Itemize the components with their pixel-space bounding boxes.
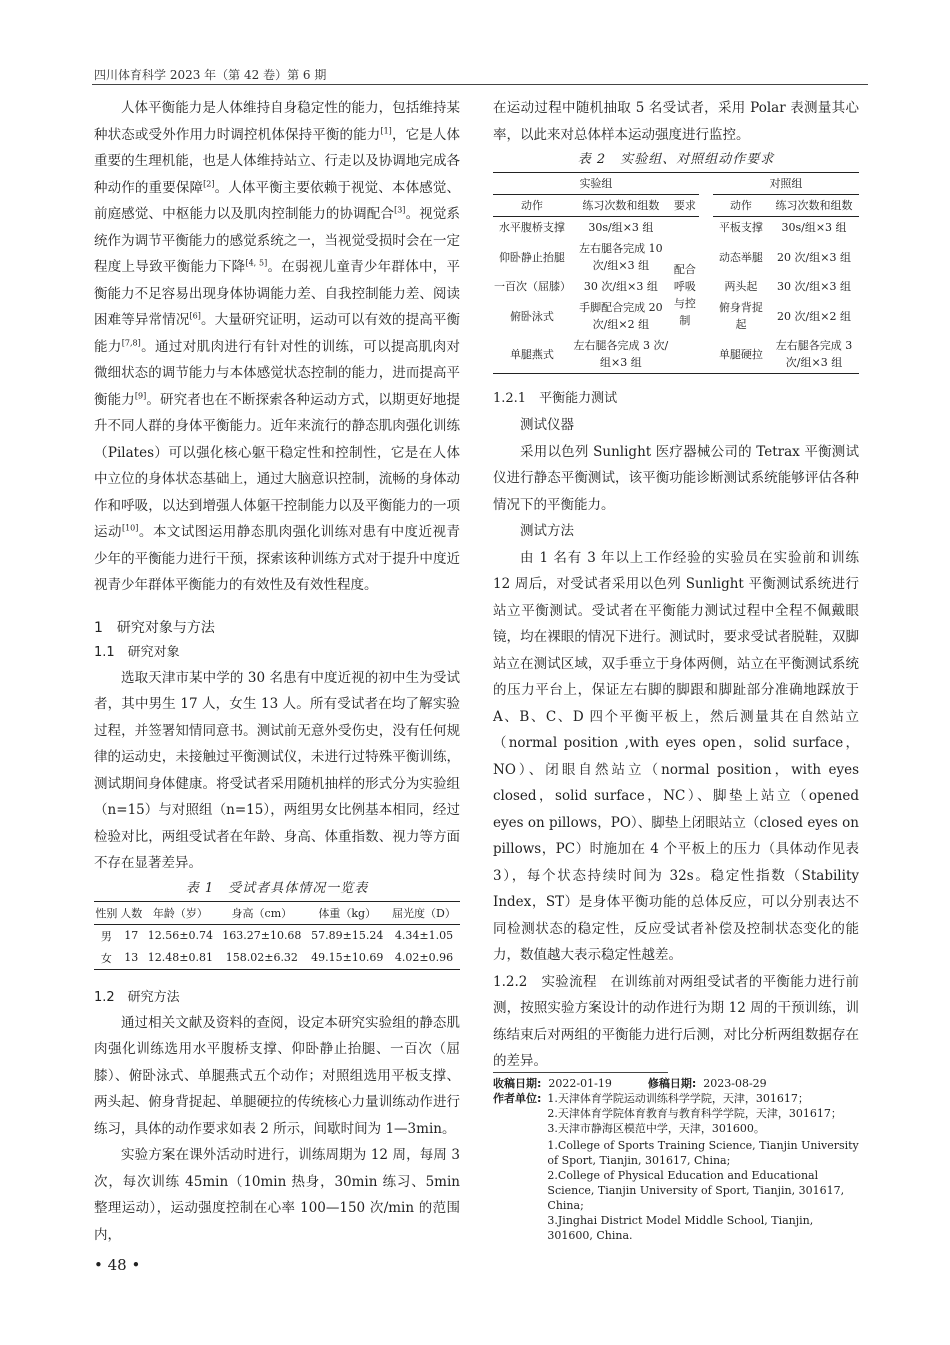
table2-cell: 30s/组×3 组 — [781, 221, 847, 234]
table1-cell: 17 — [124, 929, 139, 942]
table1-caption: 表 1 受试者具体情况一览表 — [185, 880, 369, 896]
table2-group-control: 对照组 — [713, 173, 859, 195]
affiliation-line: 1.天津体育学院运动训练科学学院，天津，301617； — [547, 1092, 809, 1105]
table2-row — [493, 217, 859, 239]
table1-cell: 男 — [100, 929, 112, 943]
subheading-instrument: 测试仪器 — [520, 417, 574, 433]
table2-cell: 单腿燕式 — [509, 347, 554, 361]
table2-cell: 20 次/组×3 组 — [777, 250, 851, 264]
table1-cell: 57.89±15.24 — [311, 929, 384, 942]
methods-paragraph: 通过相关文献及资料的查阅，设定本研究实验组的静态肌肉强化训练选用水平腹桥支撑、仰卧静止抬腿、一百次（屈膝）、俯卧泳式、单腿燕式五个动作；对照组选用平板支撑、两头起、俯身背捉起、单腿硬拉的传统核心力量训练动作进行练习，具体的动作要求如表 2 所示，间歇时间为 1—3min。 — [94, 1014, 460, 1137]
table1-header-cell: 人数 — [120, 906, 143, 920]
table2-cell: 30 次/组×3 组 — [777, 280, 851, 293]
section-heading-1-2-1: 1.2.1 平衡能力测试 — [493, 391, 618, 406]
table1-header-cell: 身高（cm） — [231, 906, 293, 920]
table1-cell: 12.56±0.74 — [147, 929, 213, 942]
table2-caption: 表 2 实验组、对照组动作要求 — [577, 152, 775, 167]
table2-cell: 俯身背捉起 — [718, 301, 763, 331]
section-heading-1-2-2: 1.2.2 实验流程 — [493, 973, 597, 990]
table2-cell: 左右腿各完成 3 次/组×3 组 — [573, 339, 669, 369]
right-column — [493, 95, 859, 1075]
table2-group-experimental: 实验组 — [493, 173, 699, 195]
intro-paragraph: 人体平衡能力是人体维持自身稳定性的能力，包括维持某种状态或受外作用力时调控机体保持平衡的能力[1]，它是人体重要的生理机能，也是人体维持站立、行走以及协调地完成各种动作的重要保障[2]。人体平衡主要依赖于视觉、本体感觉、前庭感觉、中枢能力以及肌肉控制能力的协调配合[3]。视觉系统作为调节平衡能力的感觉系统之一，当视觉受损时会在一定程度上导致平衡能力下降[4, 5]。在弱视儿童青少年群体中，平衡能力不足容易出现身体协调能力差、自我控制能力差、阅读困难等异常情况[6]。大量研究证明，运动可以有效的提高平衡能力[7,8]。通过对肌肉进行有针对性的训练，可以提高肌肉对微细状态的调节能力与本体感觉状态控制的能力，进而提高平衡能力[9]。研究者也在不断探索各种运动方式，以期更好地提升不同人群的身体平衡能力。近年来流行的静态肌肉强化训练（Pilates）可以强化核心躯干稳定性和控制性，它是在人体中立位的身体状态基础上，通过大脑意识控制，流畅的身体动作和呼吸，以达到增强人体躯干控制能力以及平衡能力的一项运动[10]。本文试图运用静态肌肉强化训练对患有中度近视青少年的平衡能力进行干预，探索该种训练方式对于提升中度近视青少年群体平衡能力的有效性及有效性程度。 — [94, 100, 461, 593]
table2-requirement-cell: 配合呼吸与控制 — [673, 263, 696, 327]
section-heading-1: 1 研究对象与方法 — [94, 619, 215, 636]
page-number: • 48 • — [94, 1256, 141, 1274]
table1-cell: 4.34±1.05 — [394, 929, 454, 942]
table2-cell: 水平腹桥支撑 — [498, 221, 565, 234]
table1-header-row — [94, 901, 460, 924]
table2 — [493, 172, 859, 374]
table2-cell: 左右腿各完成 3 次/组×3 组 — [775, 339, 853, 369]
table2-cell: 仰卧静止抬腿 — [498, 250, 565, 264]
table1-header-cell: 屈光度（D） — [392, 906, 456, 920]
heart-rate-paragraph: 在运动过程中随机抽取 5 名受试者，采用 Polar 表测量其心率，以此来对总体样本运动强度进行监控。 — [493, 100, 859, 143]
table1-cell: 女 — [100, 951, 112, 965]
table1 — [94, 901, 460, 970]
table2-cell: 平板支撑 — [718, 221, 763, 234]
table2-sub-header: 动作 — [713, 195, 769, 217]
subheading-method: 测试方法 — [520, 523, 574, 539]
protocol-paragraph: 实验方案在课外活动时进行，训练周期为 12 周，每周 3 次，每次训练 45min（10min 热身，30min 练习、5min 整理运动），运动强度控制在心率 100—150 次/min 的范围内， — [94, 1147, 460, 1243]
table1-cell: 49.15±10.69 — [311, 951, 384, 964]
table2-cell: 两头起 — [724, 280, 758, 293]
table2-cell: 手脚配合完成 20 次/组×2 组 — [579, 301, 663, 331]
table2-cell: 俯卧泳式 — [509, 309, 554, 323]
table1-cell: 12.48±0.81 — [147, 951, 213, 964]
table1-header-cell: 年龄（岁） — [152, 906, 208, 920]
table1-header-cell: 体重（kg） — [318, 906, 377, 920]
affiliation-line: 1.College of Sports Training Science, Tianjin University of Sport, Tianjin, 301617, China; — [547, 1139, 859, 1167]
subjects-paragraph: 选取天津市某中学的 30 名患有中度近视的初中生为受试者，其中男生 17 人，女生 13 人。所有受试者在均了解实验过程，并签署知情同意书。测试前无意外受伤史，没有任何规律的运动史，未接触过平衡测试仪，未进行过特殊平衡训练，测试期间身体健康。将受试者采用随机抽样的形式分为实验组（n=15）与对照组（n=15），两组男女比例基本相同，经过检验对比，两组受试者在年龄、身高、体重指数、视力等方面不存在显著差异。 — [94, 669, 460, 871]
footnote — [493, 1072, 859, 1243]
table1-cell: 158.02±6.32 — [225, 951, 298, 964]
section-heading-1-1: 1.1 研究对象 — [94, 644, 180, 660]
table1-row — [94, 947, 460, 970]
header-rule — [92, 84, 868, 85]
table2-sub-header: 动作 — [493, 195, 571, 217]
table2-cell: 单腿硬拉 — [718, 347, 763, 361]
affiliation-line: 2.College of Physical Education and Educational Science, Tianjin University of Sport, Tianjin, 301617, China; — [547, 1169, 845, 1212]
table1-cell: 4.02±0.96 — [394, 951, 454, 964]
footnote-dates: 收稿日期: 2022-01-19 修稿日期: 2023-08-29 — [493, 1077, 767, 1090]
affiliation-line: 2.天津体育学院体育教育与教育科学学院，天津，301617； — [547, 1107, 842, 1120]
table2-cell: 一百次（屈膝） — [494, 280, 571, 293]
table2-cell: 左右腿各完成 10 次/组×3 组 — [579, 242, 663, 272]
table2-sub-header: 练习次数和组数 — [769, 195, 859, 217]
table2-cell: 20 次/组×2 组 — [777, 309, 851, 323]
section-heading-1-2: 1.2 研究方法 — [94, 989, 180, 1005]
table2-sub-header: 要求 — [671, 195, 699, 217]
test-method-paragraph: 由 1 名有 3 年以上工作经验的实验员在实验前和训练 12 周后，对受试者采用以色列 Sunlight 平衡测试系统进行站立平衡测试。受试者在平衡能力测试过程中全程不佩戴眼镜，均在裸眼的情况下进行。测试时，要求受试者脱鞋，双脚站立在测试区域，双手垂立于身体两侧，站立在平衡测试系统的压力平台上，保证左右脚的脚跟和脚趾部分准确地踩放于 A、B、C、D 四个平衡平板上，然后测量其在自然站立（normal position ,with eyes open，solid surface，NO）、闭眼自然站立（normal position，with eyes closed，solid surface，NC）、脚垫上站立（opened eyes on pillows，PO）、脚垫上闭眼站立（closed eyes on pillows，PC）时施加在 4 个平板上的压力（具体动作见表 3），每个状态持续时间为 32s。稳定性指数（Stability Index，ST）是身体平衡功能的总体反应，可以分别表达不同检测状态的稳定性，反应受试者补偿及控制状态变化的能力，数值越大表示稳定性越差。 — [493, 549, 859, 963]
journal-header: 四川体育科学 2023 年（第 42 卷）第 6 期 — [94, 68, 327, 82]
footnote-affiliations: 作者单位: 1.天津体育学院运动训练科学学院，天津，301617； 2.天津体育学院体育教育与教育科学学院，天津，301617； 3.天津市静海区模范中学，天津，301600。 1.College of Sports Training Science, Tianjin University of Sport, Tianjin, 301617, China; 2.College of Physical Education and Educational Science, Tianjin University of Sport, Tianjin, 301617, China; 3.Jinghai District Model Middle School, Tianjin, 301600, China. — [493, 1092, 859, 1242]
affiliation-line: 3.天津市静海区模范中学，天津，301600。 — [547, 1122, 765, 1135]
affiliation-line: 3.Jinghai District Model Middle School, Tianjin, 301600, China. — [547, 1214, 814, 1242]
table2-cell: 动态举腿 — [718, 250, 763, 264]
table1-header-cell: 性别 — [95, 906, 118, 920]
table2-cell: 30s/组×3 组 — [588, 221, 654, 234]
instrument-paragraph: 采用以色列 Sunlight 医疗器械公司的 Tetrax 平衡测试仪进行静态平衡测试，该平衡功能诊断测试系统能够评估各种情况下的平衡能力。 — [493, 443, 859, 513]
table1-cell: 13 — [124, 951, 139, 964]
table2-sub-header: 练习次数和组数 — [571, 195, 671, 217]
table1-row — [94, 924, 460, 947]
table1-cell: 163.27±10.68 — [222, 929, 302, 942]
table2-cell: 30 次/组×3 组 — [583, 280, 658, 293]
left-column — [94, 95, 460, 1248]
procedure-paragraph: 1.2.2 实验流程 在训练前对两组受试者的平衡能力进行前测，按照实验方案设计的动作进行为期 12 周的干预训练，训练结束后对两组的平衡能力进行后测，对比分析两组数据存在的差异。 — [493, 973, 860, 1069]
